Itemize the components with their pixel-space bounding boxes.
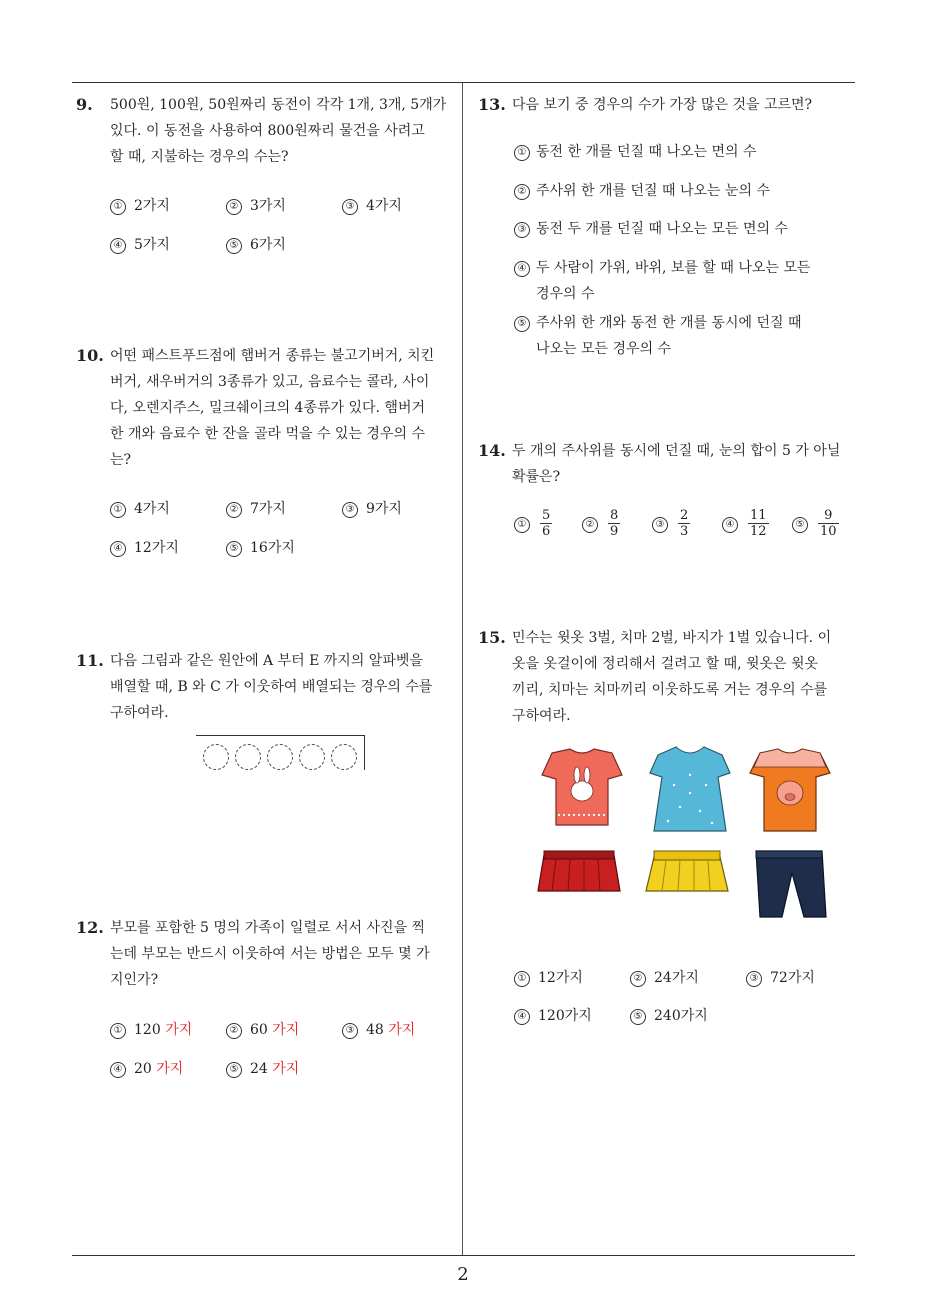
question-line: 구하여라. [110, 705, 169, 721]
bottom-rule [72, 1255, 855, 1256]
question-line: 할 때, 지불하는 경우의 수는? [110, 149, 289, 165]
question-15 [478, 625, 860, 729]
option-marker: ② [226, 1023, 242, 1039]
column-divider [462, 83, 463, 1255]
question-line: 다, 오렌지주스, 밀크쉐이크의 4종류가 있다. 햄버거 [110, 400, 425, 416]
question-line: 구하여라. [512, 708, 571, 724]
option-marker: ④ [110, 238, 126, 254]
question-line: 다음 그림과 같은 원안에 A 부터 E 까지의 알파벳을 [110, 653, 423, 669]
option-marker: ⑤ [226, 541, 242, 557]
question-line: 있다. 이 동전을 사용하여 800원짜리 물건을 사려고 [110, 123, 425, 139]
option-3[interactable]: ③ 동전 두 개를 던질 때 나오는 모든 면의 수 [514, 216, 864, 242]
option-marker: ④ [514, 1009, 530, 1025]
seat-diagram [196, 735, 365, 770]
question-number: 12. [76, 918, 104, 937]
blue-shirt-icon [650, 747, 730, 831]
option-4[interactable] [722, 508, 769, 539]
question-line: 확률은? [512, 469, 561, 485]
option-marker: ② [226, 502, 242, 518]
coral-shirt-icon [542, 749, 622, 825]
question-number: 14. [478, 441, 506, 460]
option-3[interactable] [652, 508, 690, 539]
option-marker: ① [514, 145, 530, 161]
option-4[interactable]: ④ 20 가지 [110, 1058, 183, 1078]
question-line: 500원, 100원, 50원짜리 동전이 각각 1개, 3개, 5개가 [110, 97, 447, 113]
option-marker: ⑤ [514, 316, 530, 332]
option-3[interactable]: ③ 72가지 [746, 967, 815, 987]
fraction: $\frac{11}{12}$ [750, 508, 767, 539]
option-marker: ④ [722, 517, 738, 533]
seat-circle [299, 744, 325, 770]
seat-circle [331, 744, 357, 770]
option-3[interactable]: ③ 9가지 [342, 498, 402, 518]
option-marker: ① [514, 971, 530, 987]
option-marker: ⑤ [792, 517, 808, 533]
option-2[interactable]: ② 60 가지 [226, 1019, 299, 1039]
question-9 [76, 92, 458, 170]
option-1[interactable]: ① 120 가지 [110, 1019, 192, 1039]
option-4[interactable]: ④ 12가지 [110, 537, 179, 557]
option-2[interactable]: ② 7가지 [226, 498, 286, 518]
option-1[interactable] [514, 508, 552, 539]
option-marker: ① [110, 199, 126, 215]
option-1[interactable]: ① 동전 한 개를 던질 때 나오는 면의 수 [514, 139, 864, 165]
option-4[interactable]: ④ 두 사람이 가위, 바위, 보를 할 때 나오는 모든 경우의 수 [514, 255, 864, 307]
question-line: 한 개와 음료수 한 잔을 골라 먹을 수 있는 경우의 수 [110, 426, 425, 442]
question-line: 는데 부모는 반드시 이웃하여 서는 방법은 모두 몇 가 [110, 946, 430, 962]
option-marker: ② [226, 199, 242, 215]
option-3[interactable]: ③ 48 가지 [342, 1019, 415, 1039]
fraction: $\frac{9}{10}$ [820, 508, 837, 539]
option-marker: ⑤ [226, 1062, 242, 1078]
option-5[interactable]: ⑤ 주사위 한 개와 동전 한 개를 동시에 던질 때 나오는 모든 경우의 수 [514, 310, 864, 362]
question-number: 11. [76, 651, 104, 670]
option-marker: ⑤ [630, 1009, 646, 1025]
yellow-skirt-icon [646, 851, 728, 891]
option-marker: ③ [514, 222, 530, 238]
page-number: 2 [457, 1264, 469, 1285]
option-5[interactable]: ⑤ 16가지 [226, 537, 295, 557]
clothes-illustration [530, 745, 840, 925]
orange-shirt-icon [750, 749, 830, 831]
option-1[interactable]: ① 12가지 [514, 967, 583, 987]
seat-circle [203, 744, 229, 770]
question-line: 민수는 윗옷 3벌, 치마 2벌, 바지가 1벌 있습니다. 이 [512, 630, 832, 646]
option-5[interactable]: ⑤ 24 가지 [226, 1058, 299, 1078]
option-5[interactable]: ⑤ 6가지 [226, 234, 286, 254]
question-number: 15. [478, 628, 506, 647]
option-marker: ④ [110, 541, 126, 557]
option-marker: ③ [342, 199, 358, 215]
option-marker: ② [582, 517, 598, 533]
option-1[interactable]: ① 2가지 [110, 195, 170, 215]
option-1[interactable]: ① 4가지 [110, 498, 170, 518]
question-line: 끼리, 치마는 치마끼리 이웃하도록 거는 경우의 수를 [512, 682, 828, 698]
question-line: 지인가? [110, 972, 159, 988]
seat-circle [267, 744, 293, 770]
question-12 [76, 915, 458, 993]
question-number: 13. [478, 95, 506, 114]
option-2[interactable]: ② 3가지 [226, 195, 286, 215]
top-rule [72, 82, 855, 83]
option-marker: ④ [110, 1062, 126, 1078]
red-skirt-icon [538, 851, 620, 891]
option-marker: ① [514, 517, 530, 533]
option-2[interactable]: ② 24가지 [630, 967, 699, 987]
fraction: $\frac{5}{6}$ [542, 508, 551, 539]
question-line: 어떤 패스트푸드점에 햄버거 종류는 불고기버거, 치킨 [110, 348, 435, 364]
option-2[interactable] [582, 508, 620, 539]
question-11 [76, 648, 458, 726]
option-3[interactable]: ③ 4가지 [342, 195, 402, 215]
option-2[interactable]: ② 주사위 한 개를 던질 때 나오는 눈의 수 [514, 178, 864, 204]
question-line: 옷을 옷걸이에 정리해서 걸려고 할 때, 윗옷은 윗옷 [512, 656, 819, 672]
option-marker: ② [630, 971, 646, 987]
option-marker: ① [110, 1023, 126, 1039]
option-marker: ④ [514, 261, 530, 277]
option-4[interactable]: ④ 5가지 [110, 234, 170, 254]
question-number: 10. [76, 346, 104, 365]
option-marker: ③ [652, 517, 668, 533]
question-13 [478, 92, 860, 118]
question-line: 배열할 때, B 와 C 가 이웃하여 배열되는 경우의 수를 [110, 679, 433, 695]
option-marker: ⑤ [226, 238, 242, 254]
option-4[interactable]: ④ 120가지 [514, 1005, 592, 1025]
question-number: 9. [76, 95, 93, 114]
option-marker: ③ [746, 971, 762, 987]
option-marker: ③ [342, 1023, 358, 1039]
option-marker: ② [514, 184, 530, 200]
question-14 [478, 438, 860, 490]
question-line: 다음 보기 중 경우의 수가 가장 많은 것을 고르면? [512, 97, 813, 113]
fraction: $\frac{8}{9}$ [610, 508, 619, 539]
option-5[interactable]: ⑤ 240가지 [630, 1005, 708, 1025]
navy-pants-icon [756, 851, 826, 917]
seat-circle [235, 744, 261, 770]
fraction: $\frac{2}{3}$ [680, 508, 689, 539]
question-10 [76, 343, 458, 473]
question-line: 는? [110, 452, 132, 468]
question-line: 버거, 새우버거의 3종류가 있고, 음료수는 콜라, 사이 [110, 374, 430, 390]
question-line: 부모를 포함한 5 명의 가족이 일렬로 서서 사진을 찍 [110, 920, 425, 936]
option-marker: ③ [342, 502, 358, 518]
option-marker: ① [110, 502, 126, 518]
question-line: 두 개의 주사위를 동시에 던질 때, 눈의 합이 5 가 아닐 [512, 443, 841, 459]
option-5[interactable] [792, 508, 839, 539]
